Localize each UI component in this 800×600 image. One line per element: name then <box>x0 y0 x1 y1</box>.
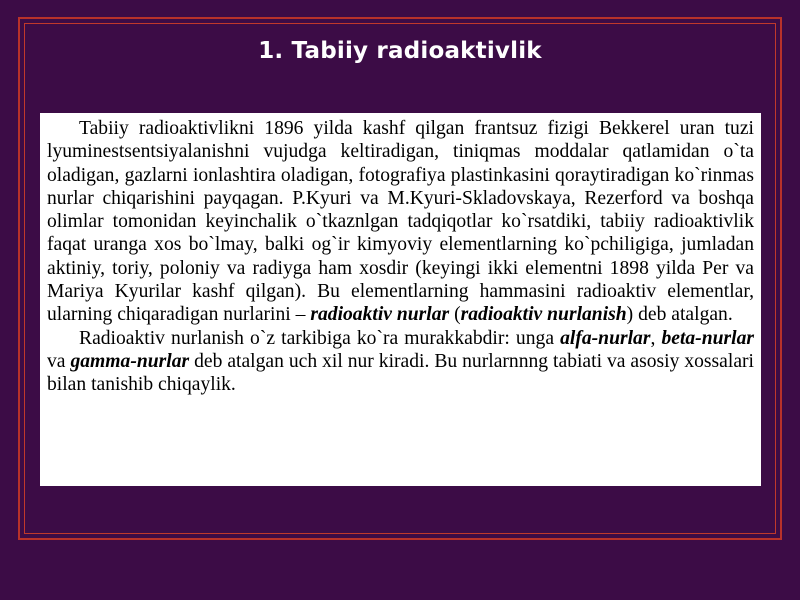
term-gamma-rays: gamma-nurlar <box>70 350 190 372</box>
text-box <box>40 113 761 486</box>
paragraph-2-text: Radioaktiv nurlanish o`z tarkibiga ko`ra murakkabdir: unga <box>79 327 561 349</box>
paragraph-2-ending: deb atalgan uch xil nur kiradi. Bu nurlarnnng tabiati va asosiy xossalari bilan tanishib chiqaylik. <box>47 350 754 396</box>
paragraph-1-text: Tabiiy radioaktivlikni 1896 yilda kashf qilgan frantsuz fizigi Bekkerel uran tuzi lyuminestsentsiyalanishni vujudga keltiradigan, tiniqmas moddalar qatlamidan o`ta oladigan, gazlarni ionlashtira oladigan, fotografiya plastinkasini qoraytiradigan ko`rinmas nurlar chiqarishini payqagan. P.Kyuri va M.Kyuri-Skladovskaya, Rezerford va boshqa olimlar tomonidan keyinchalik o`tkaznlgan tadqiqotlar ko`rsatdiki, tabiiy radioaktivlik faqat uranga xos bo`lmay, balki og`ir kimyoviy elementlarning ko`pchiligiga, jumladan aktiniy, toriy, poloniy va radiyga ham xosdir (keyingi ikki elementni 1898 yilda Per va Mariya Kyurilar kashf qilgan). Bu elementlarning hammasini radioaktiv elementlar, ularning chiqaradigan nurlarini – <box>47 118 754 326</box>
term-radioactive-radiation: radioaktiv nurlanish <box>460 304 627 326</box>
term-radioactive-rays: radioaktiv nurlar <box>310 304 450 326</box>
term-alpha-rays: alfa-nurlar <box>560 327 651 349</box>
paragraph-2-separator-2: va <box>47 350 71 372</box>
paragraph-2-separator-1: , <box>650 327 662 349</box>
term-beta-rays: beta-nurlar <box>661 327 754 349</box>
paragraph-1 <box>47 117 754 327</box>
paragraph-2 <box>47 327 754 397</box>
slide-title: 1. Tabiiy radioaktivlik <box>258 38 542 64</box>
paragraph-1-ending: ) deb atalgan. <box>626 304 733 326</box>
paragraph-1-separator: ( <box>449 304 461 326</box>
